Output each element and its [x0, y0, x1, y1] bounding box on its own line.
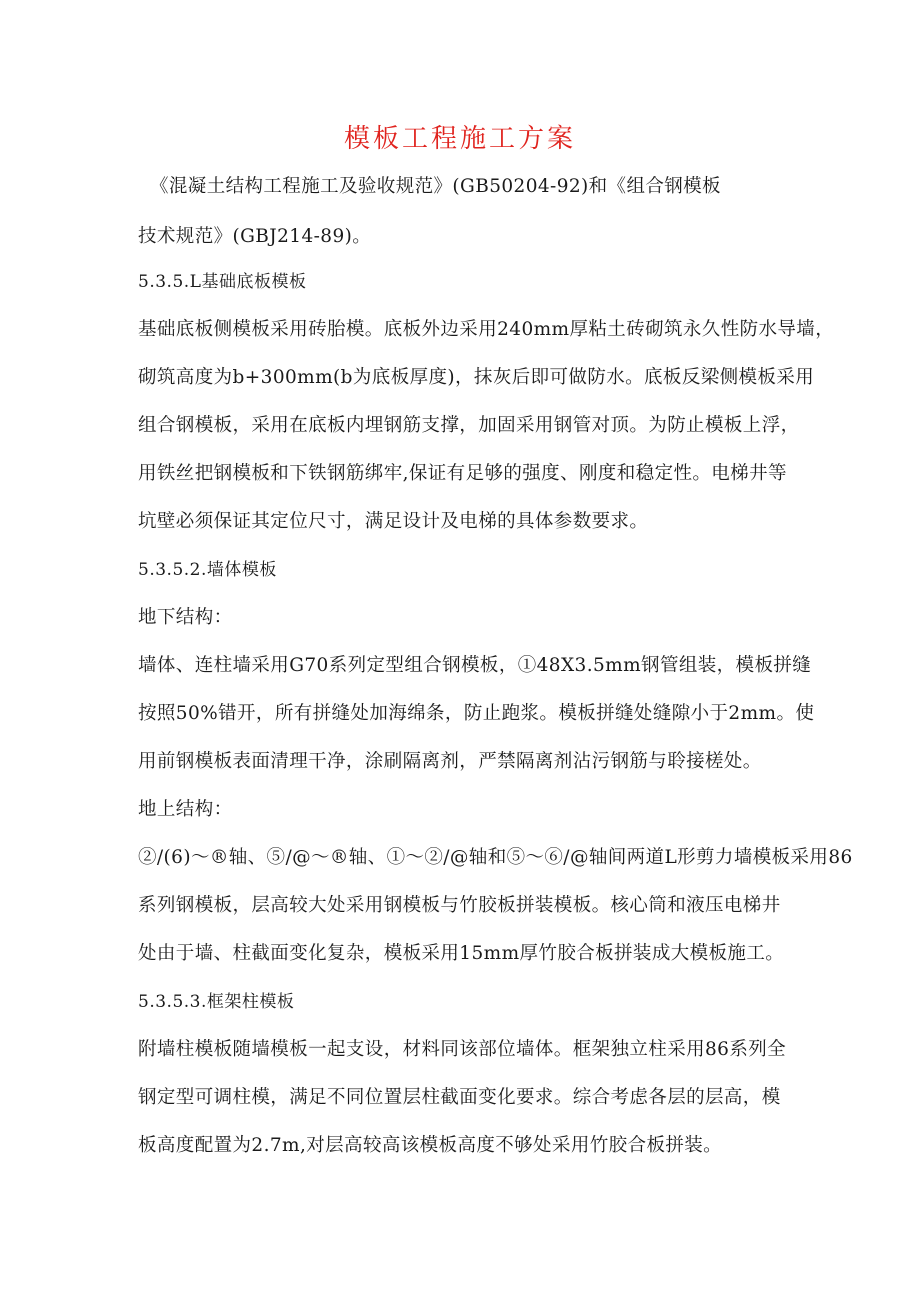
paragraph-line: 钢定型可调柱模，满足不同位置层柱截面变化要求。综合考虑各层的层高，模 [138, 1087, 781, 1108]
reference-line-1: 《混凝土结构工程施工及验收规范》(GB50204-92)和《组合钢模板 [150, 176, 721, 197]
paragraph-line: 墙体、连柱墙采用G70系列定型组合钢模板，①48X3.5mm钢管组装，模板拼缝 [138, 655, 812, 676]
paragraph-line: 附墙柱模板随墙模板一起支设，材料同该部位墙体。框架独立柱采用86系列全 [138, 1039, 787, 1060]
paragraph-line: 板高度配置为2.7m,对层高较高该模板高度不够处采用竹胶合板拼装。 [138, 1135, 723, 1156]
section-heading-wall: 5.3.5.2.墙体模板 [138, 560, 277, 580]
section-heading-foundation: 5.3.5.L基础底板模板 [138, 272, 307, 292]
subheading-underground: 地下结构： [138, 607, 233, 628]
paragraph-line: 组合钢模板，采用在底板内埋钢筋支撑，加固采用钢管对顶。为防止模板上浮， [138, 415, 800, 436]
paragraph-line: 按照50%错开，所有拼缝处加海绵条，防止跑浆。模板拼缝处缝隙小于2mm。使 [138, 703, 815, 724]
paragraph-line: 基础底板侧模板采用砖胎模。底板外边采用240mm厚粘土砖砌筑永久性防水导墙， [138, 319, 835, 340]
reference-line-2: 技术规范》(GBJ214-89)。 [138, 226, 372, 247]
paragraph-line: 处由于墙、柱截面变化复杂，模板采用15mm厚竹胶合板拼装成大模板施工。 [138, 943, 785, 964]
paragraph-line: 坑壁必须保证其定位尺寸，满足设计及电梯的具体参数要求。 [138, 511, 649, 532]
paragraph-line: 砌筑高度为b+300mm(b为底板厚度)，抹灰后即可做防水。底板反梁侧模板采用 [138, 367, 815, 388]
subheading-aboveground: 地上结构： [138, 799, 233, 820]
paragraph-line: 用铁丝把钢模板和下铁钢筋绑牢,保证有足够的强度、刚度和稳定性。电梯井等 [138, 463, 787, 484]
document-title: 模板工程施工方案 [343, 124, 576, 154]
section-heading-column: 5.3.5.3.框架柱模板 [138, 992, 295, 1012]
paragraph-line: ②/(6)～®轴、⑤/@～®轴、①～②/@轴和⑤～⑥/@轴间两道L形剪力墙模板采用86 [138, 847, 853, 868]
paragraph-line: 用前钢模板表面清理干净，涂刷隔离剂，严禁隔离剂沾污钢筋与聆接槎处。 [138, 751, 762, 772]
paragraph-line: 系列钢模板，层高较大处采用钢模板与竹胶板拼装模板。核心筒和液压电梯井 [138, 895, 781, 916]
